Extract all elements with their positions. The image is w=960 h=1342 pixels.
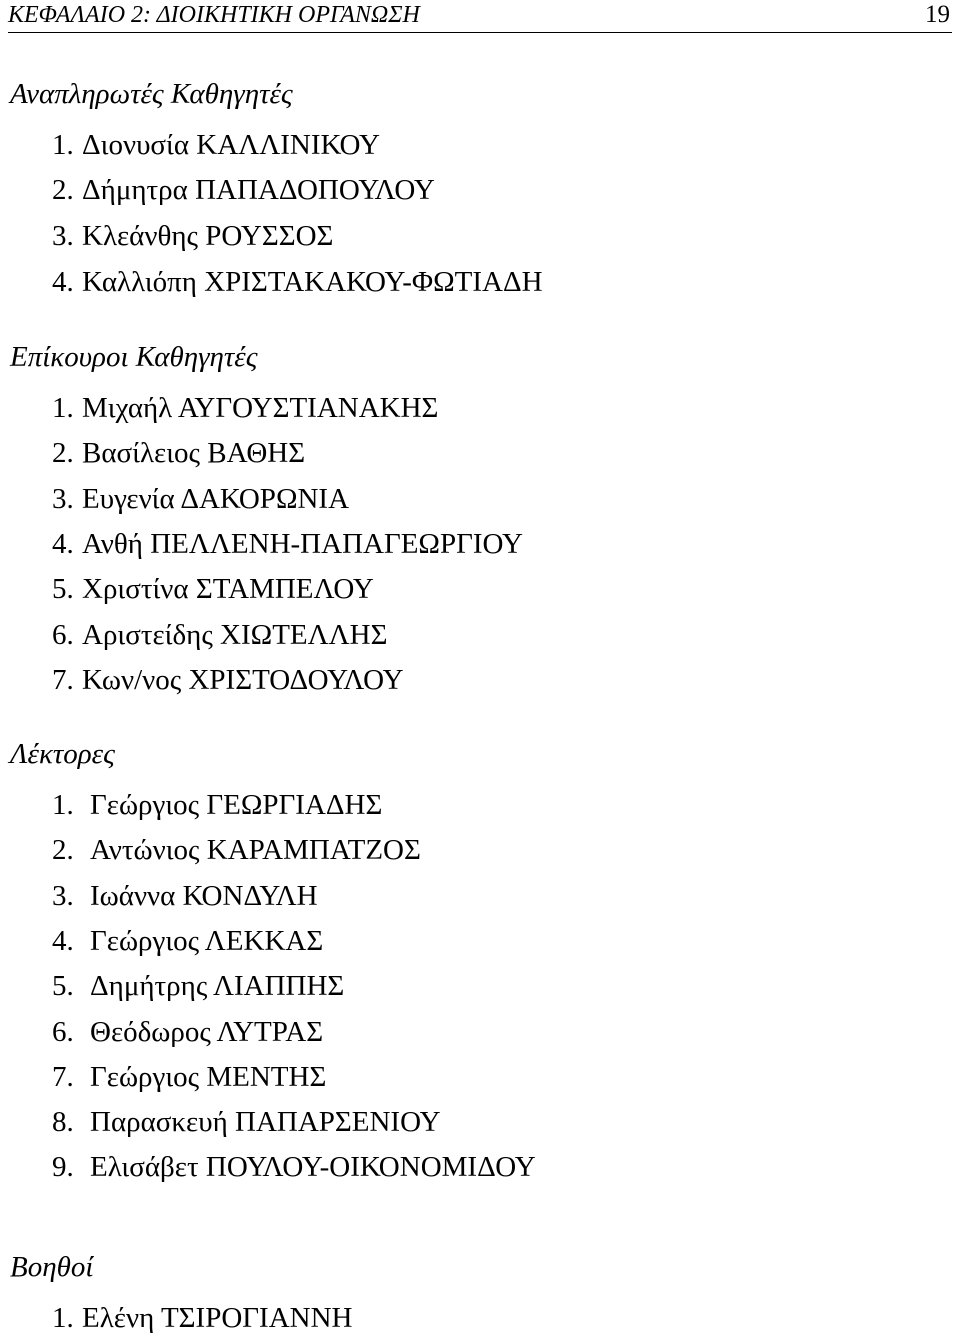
item-number: 4. <box>52 528 74 560</box>
item-name: Δήμητρα ΠΑΠΑΔΟΠΟΥΛΟΥ <box>82 174 435 206</box>
item-name: Κων/νος ΧΡΙΣΤΟΔΟΥΛΟΥ <box>82 664 404 696</box>
item-number: 7. <box>52 664 74 696</box>
item-number: 9. <box>52 1151 74 1183</box>
item-name: Γεώργιος ΛΕΚΚΑΣ <box>90 925 324 957</box>
section-heading: Αναπληρωτές Καθηγητές <box>10 78 293 110</box>
item-name: Μιχαήλ ΑΥΓΟΥΣΤΙΑΝΑΚΗΣ <box>82 392 439 424</box>
section-heading: Επίκουροι Καθηγητές <box>10 341 258 373</box>
item-number: 6. <box>52 619 74 651</box>
item-number: 3. <box>52 880 74 912</box>
item-number: 8. <box>52 1106 74 1138</box>
item-number: 2. <box>52 834 74 866</box>
item-number: 4. <box>52 925 74 957</box>
section-heading: Βοηθοί <box>10 1251 94 1283</box>
item-name: Δημήτρης ΛΙΑΠΠΗΣ <box>90 970 345 1002</box>
item-number: 3. <box>52 220 74 252</box>
item-name: Ελισάβετ ΠΟΥΛΟΥ-ΟΙΚΟΝΟΜΙΔΟΥ <box>90 1151 536 1183</box>
item-number: 3. <box>52 483 74 515</box>
item-number: 5. <box>52 970 74 1002</box>
item-name: Γεώργιος ΓΕΩΡΓΙΑΔΗΣ <box>90 789 383 821</box>
item-name: Γεώργιος ΜΕΝΤΗΣ <box>90 1061 327 1093</box>
item-name: Διονυσία ΚΑΛΛΙΝΙΚΟΥ <box>82 129 380 161</box>
item-number: 1. <box>52 392 74 424</box>
item-number: 1. <box>52 129 74 161</box>
item-number: 5. <box>52 573 74 605</box>
page-header <box>8 0 952 33</box>
item-name: Κλεάνθης ΡΟΥΣΣΟΣ <box>82 220 334 252</box>
item-number: 6. <box>52 1016 74 1048</box>
item-number: 2. <box>52 437 74 469</box>
item-name: Θεόδωρος ΛΥΤΡΑΣ <box>90 1016 324 1048</box>
item-name: Ιωάννα ΚΟΝΔΥΛΗ <box>90 880 318 912</box>
chapter-title: ΚΕΦΑΛΑΙΟ 2: ΔΙΟΙΚΗΤΙΚΗ ΟΡΓΑΝΩΣΗ <box>8 2 420 28</box>
item-name: Βασίλειος ΒΑΘΗΣ <box>82 437 306 469</box>
item-name: Ελένη ΤΣΙΡΟΓΙΑΝΝΗ <box>82 1302 353 1334</box>
item-name: Καλλιόπη ΧΡΙΣΤΑΚΑΚΟΥ-ΦΩΤΙΑΔΗ <box>82 266 543 298</box>
item-number: 1. <box>52 789 74 821</box>
page-number: 19 <box>925 1 950 28</box>
item-name: Ευγενία ΔΑΚΟΡΩΝΙΑ <box>82 483 350 515</box>
item-name: Ανθή ΠΕΛΛΕΝΗ-ΠΑΠΑΓΕΩΡΓΙΟΥ <box>82 528 523 560</box>
item-number: 2. <box>52 174 74 206</box>
item-number: 7. <box>52 1061 74 1093</box>
item-name: Αντώνιος ΚΑΡΑΜΠΑΤΖΟΣ <box>90 834 421 866</box>
section-heading: Λέκτορες <box>10 738 115 770</box>
item-number: 4. <box>52 266 74 298</box>
item-name: Χριστίνα ΣΤΑΜΠΕΛΟΥ <box>82 573 374 605</box>
item-name: Αριστείδης ΧΙΩΤΕΛΛΗΣ <box>82 619 388 651</box>
item-number: 1. <box>52 1302 74 1334</box>
item-name: Παρασκευή ΠΑΠΑΡΣΕΝΙΟΥ <box>90 1106 441 1138</box>
